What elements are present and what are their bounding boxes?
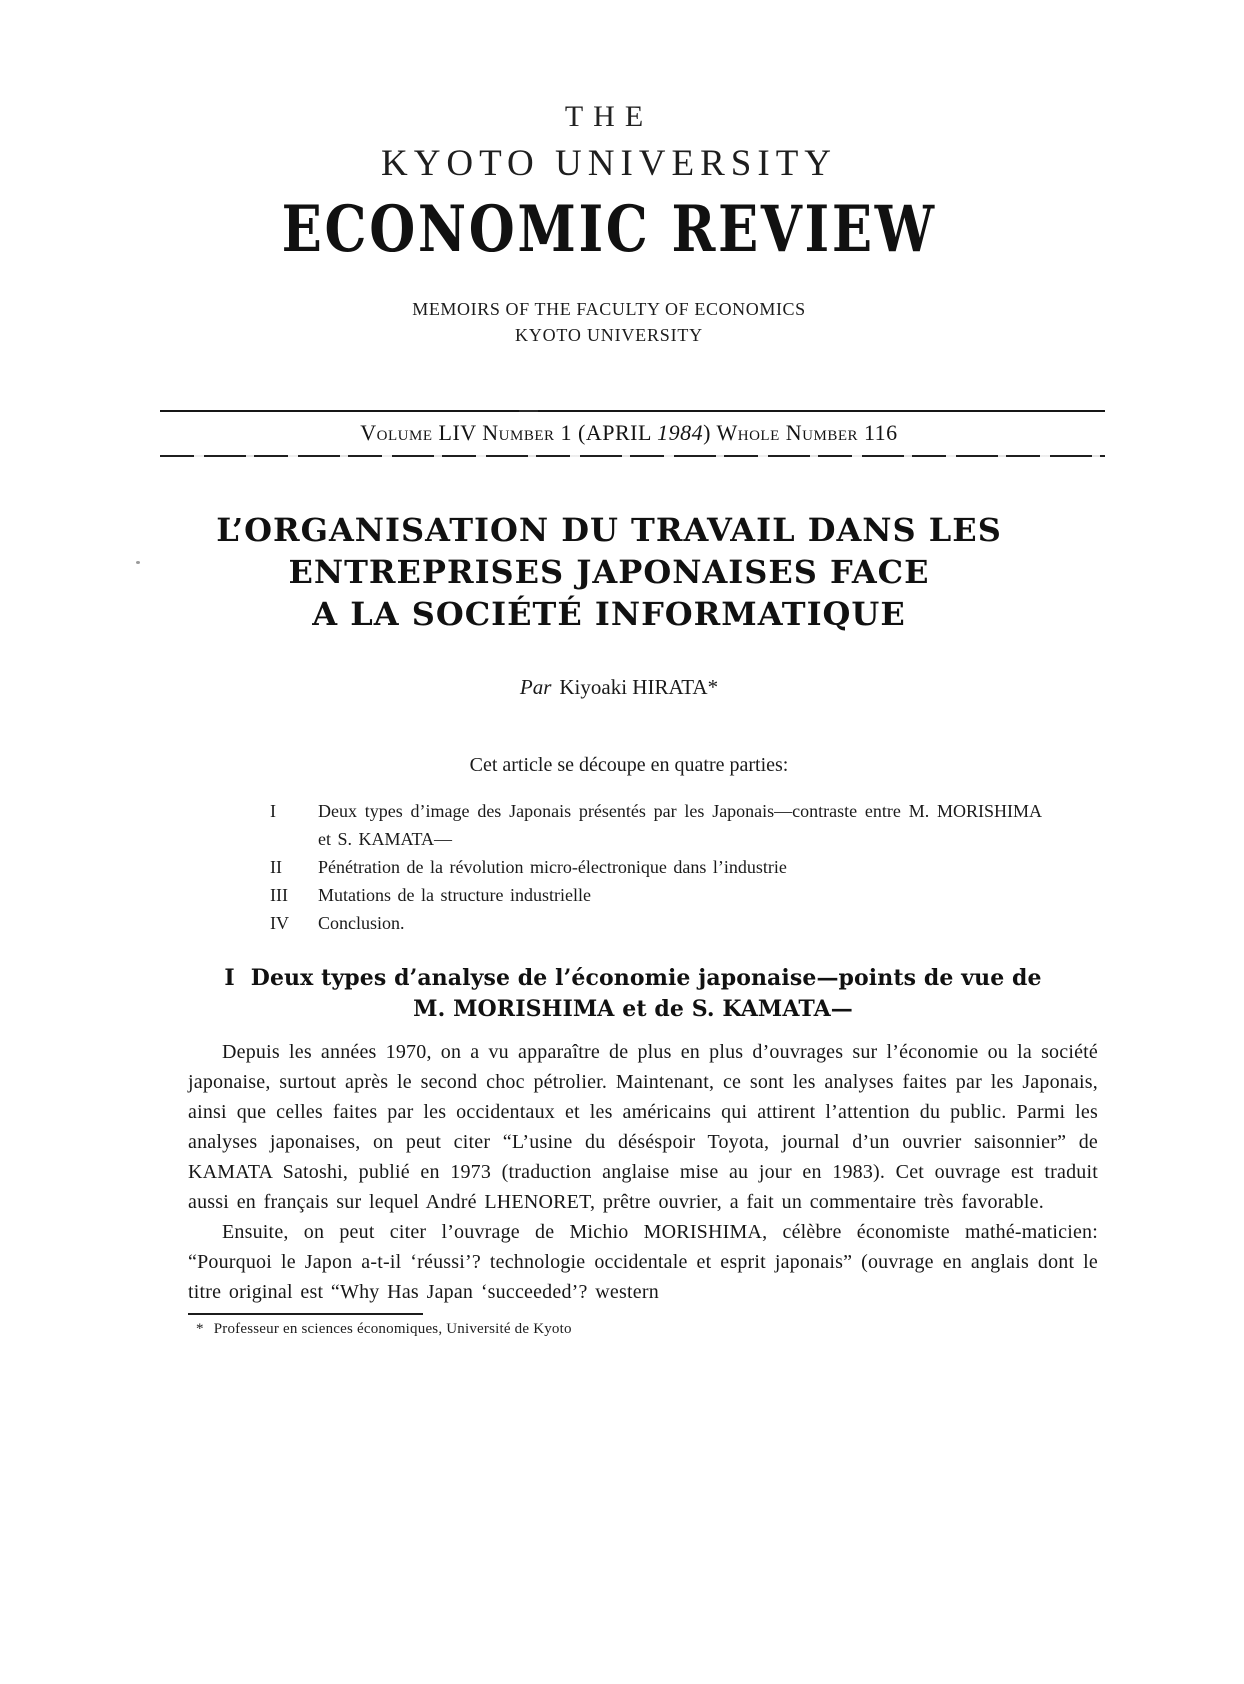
outline-intro: Cet article se découpe en quatre parties: xyxy=(469,754,789,776)
outline-numeral: IV xyxy=(270,913,289,933)
page-content xyxy=(188,0,1098,1338)
volume-text-lead: Volume LIV Number 1 (APRIL xyxy=(360,420,658,445)
outline-text: Mutations de la structure industrielle xyxy=(318,885,591,905)
outline-numeral: III xyxy=(270,885,288,905)
outline-list xyxy=(270,797,1042,937)
masthead-memoirs-line: MEMOIRS OF THE FACULTY OF ECONOMICS xyxy=(412,299,806,319)
masthead-economic-review: ECONOMIC REVIEW xyxy=(281,192,937,268)
masthead-the: THE xyxy=(564,100,654,133)
volume-year: 1984 xyxy=(657,420,704,445)
byline-author: Kiyoaki HIRATA* xyxy=(559,675,719,699)
outline-text: Conclusion. xyxy=(318,913,405,933)
paragraph-2: Ensuite, on peut citer l’ouvrage de Michio MORISHIMA, célèbre économiste mathé-maticien: “Pourquoi le Japon a-t-il ‘réussi’? technologie occidentale et esprit japonais” (ouvrage en anglais dont le titre original est “Why Has Japan ‘succeeded’? western xyxy=(188,1221,1098,1303)
footnote-text: Professeur en sciences économiques, Université de Kyoto xyxy=(213,1321,572,1337)
footnote xyxy=(188,1321,1098,1338)
section-heading-line-2: M. MORISHIMA et de S. KAMATA— xyxy=(413,996,853,1022)
article-body xyxy=(188,1037,1098,1307)
footnote-rule xyxy=(188,1313,423,1315)
masthead-kyoto-university: KYOTO UNIVERSITY xyxy=(380,143,838,184)
scan-speck xyxy=(136,561,140,564)
byline xyxy=(164,675,1074,700)
outline-text: Deux types d’image des Japonais présentés par les Japonais—contraste entre M. MORISHIMA et S. KAMATA— xyxy=(318,801,1042,849)
article-title-line-2: ENTREPRISES JAPONAISES FACE xyxy=(288,553,930,591)
outline-numeral: II xyxy=(270,857,282,877)
article-title xyxy=(154,509,1064,635)
paragraph-1: Depuis les années 1970, on a vu apparaître de plus en plus d’ouvrages sur l’économie ou la société japonaise, surtout après le second choc pétrolier. Maintenant, ce sont les analyses faites par les Japonais, ainsi que celles faites par les occidentaux et les américains qui attirent l’attention du public. Parmi les analyses japonaises, on peut citer “L’usine du déséspoir Toyota, journal d’un ouvrier saisonnier” de KAMATA Satoshi, publié en 1973 (traduction anglaise mise au jour en 1983). Cet ouvrage est traduit aussi en français sur lequel André LHENORET, prêtre ouvrier, a fait un commentaire très favorable. xyxy=(188,1041,1098,1213)
outline-text: Pénétration de la révolution micro-électronique dans l’industrie xyxy=(318,857,787,877)
outline-numeral: I xyxy=(270,801,276,821)
article-title-line-1: L’ORGANISATION DU TRAVAIL DANS LES xyxy=(216,511,1002,549)
masthead xyxy=(154,0,1064,346)
volume-line xyxy=(174,420,1084,446)
section-heading-line-1 xyxy=(178,963,1088,994)
outline-item xyxy=(270,853,1042,881)
header-rule-top xyxy=(160,410,1105,412)
outline-item xyxy=(270,797,1042,853)
section-heading-text: Deux types d’analyse de l’économie japonaise—points de vue de xyxy=(250,965,1042,991)
masthead-memoirs-university: KYOTO UNIVERSITY xyxy=(515,325,703,345)
article-title-line-3: A LA SOCIÉTÉ INFORMATIQUE xyxy=(312,595,906,633)
section-heading xyxy=(178,963,1088,1025)
volume-text-tail: ) Whole Number 116 xyxy=(703,420,898,445)
masthead-review-wrap xyxy=(154,185,1064,268)
section-numeral: I xyxy=(224,965,235,991)
header-rule-bottom xyxy=(160,455,1105,457)
outline-item xyxy=(270,909,1042,937)
outline-item xyxy=(270,881,1042,909)
footnote-marker: * xyxy=(196,1321,204,1337)
byline-par: Par xyxy=(519,675,552,699)
